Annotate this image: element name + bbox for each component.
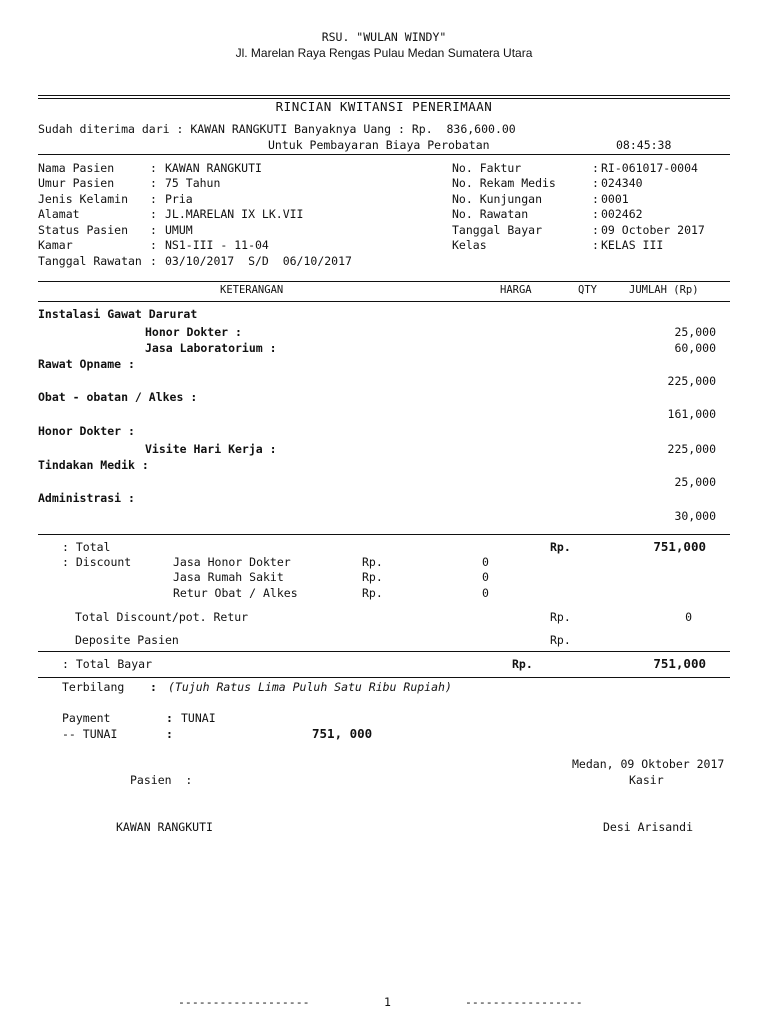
item-category: Honor Dokter : (38, 424, 135, 438)
invoice-label: No. Kunjungan (452, 192, 543, 206)
invoice-value: 024340 (601, 176, 643, 190)
discount-label: : Discount (62, 555, 132, 569)
patient-value: 75 Tahun (165, 176, 221, 190)
patient-label: Alamat (38, 207, 80, 221)
invoice-label: Tanggal Bayar (452, 223, 543, 237)
item-subcategory: Visite Hari Kerja : (145, 442, 277, 456)
header-divider-top (38, 95, 730, 96)
deposit-currency: Rp. (550, 633, 571, 647)
column-header-keterangan: KETERANGAN (220, 284, 284, 296)
patient-value: Pria (165, 192, 193, 206)
patient-colon: : (150, 223, 157, 237)
terbilang-text: (Tujuh Ratus Lima Puluh Satu Ribu Rupiah) (168, 680, 452, 694)
invoice-value: KELAS III (601, 238, 664, 252)
items-divider (38, 534, 730, 535)
item-amount: 161,000 (667, 407, 716, 421)
invoice-label: No. Faktur (452, 161, 522, 175)
column-header-qty: QTY (578, 284, 597, 296)
patient-label: Kamar (38, 238, 73, 252)
patient-colon: : (150, 161, 157, 175)
total-bayar-currency: Rp. (512, 657, 533, 671)
patient-label: Nama Pasien (38, 161, 115, 175)
invoice-value: 002462 (601, 207, 643, 221)
table-header-divider-top (38, 281, 730, 282)
total-bayar-divider-bottom (38, 677, 730, 678)
place-date: Medan, 09 Oktober 2017 (572, 757, 725, 771)
cashier-label: Kasir (629, 773, 664, 787)
patient-label: Tanggal Rawatan (38, 254, 142, 268)
invoice-label: No. Rawatan (452, 207, 529, 221)
total-discount-currency: Rp. (550, 610, 571, 624)
info-divider (38, 154, 730, 155)
column-header-jumlah: JUMLAH (Rp) (629, 284, 699, 296)
item-amount: 25,000 (674, 475, 716, 489)
invoice-label: Kelas (452, 238, 487, 252)
total-bayar-divider-top (38, 651, 730, 652)
item-category: Administrasi : (38, 491, 135, 505)
payment-purpose: Untuk Pembayaran Biaya Perobatan (268, 138, 490, 152)
tunai-amount: 751, 000 (312, 726, 373, 741)
patient-colon: : (150, 254, 157, 268)
item-category: Instalasi Gawat Darurat (38, 307, 198, 321)
invoice-colon: : (592, 223, 599, 237)
discount-item-value: 0 (482, 555, 489, 569)
document-title: RINCIAN KWITANSI PENERIMAAN (275, 99, 493, 114)
column-header-harga: HARGA (500, 284, 532, 296)
patient-value: KAWAN RANGKUTI (165, 161, 262, 175)
patient-signature-label: Pasien : (130, 773, 193, 787)
footer-left-dashes: ------------------- (178, 995, 310, 1009)
item-subcategory: Jasa Laboratorium : (145, 341, 277, 355)
total-discount-label: Total Discount/pot. Retur (75, 610, 249, 624)
invoice-value: RI-061017-0004 (601, 161, 698, 175)
item-category: Tindakan Medik : (38, 458, 149, 472)
patient-value: UMUM (165, 223, 193, 237)
invoice-colon: : (592, 192, 599, 206)
invoice-colon: : (592, 176, 599, 190)
invoice-value: 0001 (601, 192, 629, 206)
discount-item-currency: Rp. (362, 555, 383, 569)
item-amount: 25,000 (674, 325, 716, 339)
discount-item-value: 0 (482, 570, 489, 584)
discount-item-value: 0 (482, 586, 489, 600)
item-category: Rawat Opname : (38, 357, 135, 371)
patient-colon: : (150, 238, 157, 252)
received-from-line: Sudah diterima dari : KAWAN RANGKUTI Banyaknya Uang : Rp. 836,600.00 (38, 122, 516, 136)
total-value: 751,000 (653, 539, 706, 554)
total-label: : Total (62, 540, 111, 554)
payment-label: Payment (62, 711, 111, 725)
patient-colon: : (150, 192, 157, 206)
hospital-name: RSU. "WULAN WINDY" (321, 30, 447, 44)
invoice-label: No. Rekam Medis (452, 176, 556, 190)
patient-colon: : (150, 176, 157, 190)
discount-item-currency: Rp. (362, 570, 383, 584)
page-number: 1 (384, 995, 391, 1009)
hospital-address: Jl. Marelan Raya Rengas Pulau Medan Sumatera Utara (235, 46, 533, 60)
total-currency: Rp. (550, 540, 571, 554)
table-header-divider-bottom (38, 301, 730, 302)
patient-value: NS1-III - 11-04 (165, 238, 269, 252)
invoice-value: 09 October 2017 (601, 223, 705, 237)
payment-method: TUNAI (181, 711, 216, 725)
tunai-colon: : (166, 727, 173, 741)
item-amount: 60,000 (674, 341, 716, 355)
terbilang-colon: : (150, 680, 157, 694)
total-bayar-label: : Total Bayar (62, 657, 153, 671)
item-amount: 225,000 (667, 374, 716, 388)
item-category: Obat - obatan / Alkes : (38, 390, 198, 404)
invoice-colon: : (592, 161, 599, 175)
payment-colon: : (166, 711, 173, 725)
patient-colon: : (150, 207, 157, 221)
patient-value: 03/10/2017 S/D 06/10/2017 (165, 254, 352, 268)
cashier-signature-name: Desi Arisandi (603, 820, 694, 834)
item-amount: 225,000 (667, 442, 716, 456)
item-subcategory: Honor Dokter : (145, 325, 242, 339)
receipt-time: 08:45:38 (616, 138, 672, 152)
invoice-colon: : (592, 238, 599, 252)
patient-label: Umur Pasien (38, 176, 115, 190)
item-amount: 30,000 (674, 509, 716, 523)
patient-signature-name: KAWAN RANGKUTI (116, 820, 213, 834)
discount-item-label: Jasa Honor Dokter (173, 555, 291, 569)
patient-value: JL.MARELAN IX LK.VII (165, 207, 304, 221)
terbilang-label: Terbilang (62, 680, 125, 694)
invoice-colon: : (592, 207, 599, 221)
discount-item-currency: Rp. (362, 586, 383, 600)
discount-item-label: Jasa Rumah Sakit (173, 570, 284, 584)
footer-right-dashes: ----------------- (465, 995, 583, 1009)
tunai-label: -- TUNAI (62, 727, 118, 741)
deposit-label: Deposite Pasien (75, 633, 179, 647)
total-bayar-value: 751,000 (653, 656, 706, 671)
patient-label: Status Pasien (38, 223, 129, 237)
patient-label: Jenis Kelamin (38, 192, 129, 206)
discount-item-label: Retur Obat / Alkes (173, 586, 298, 600)
total-discount-value: 0 (685, 610, 692, 624)
